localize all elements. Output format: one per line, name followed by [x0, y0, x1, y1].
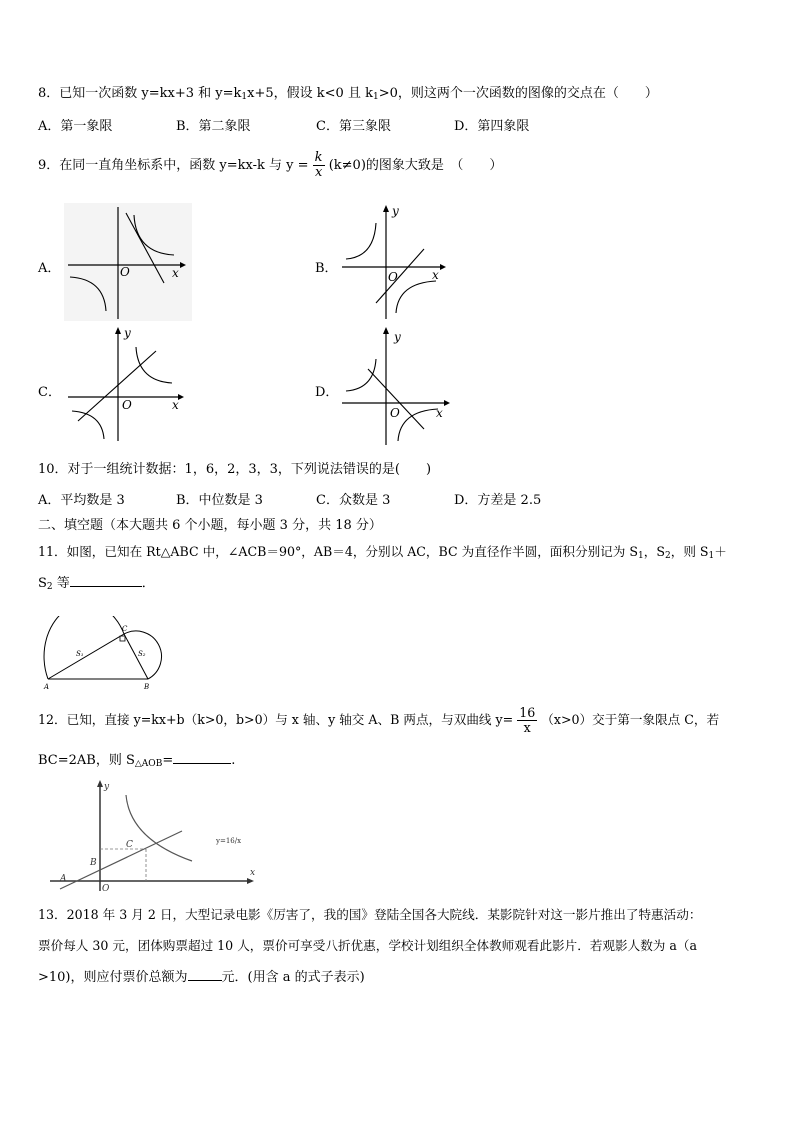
q9-graph-d-ylabel: y: [394, 330, 401, 344]
q12-answer-blank[interactable]: [173, 763, 231, 764]
q9-graph-b-ylabel: y: [392, 204, 399, 218]
q9-graph-c: [64, 325, 192, 443]
q10-option-b: B．中位数是 3: [176, 493, 263, 508]
q10-option-a: A．平均数是 3: [38, 493, 125, 508]
q9-graph-b-origin: O: [388, 270, 398, 284]
q12-label-b: B: [90, 858, 97, 868]
q13-line3: >10)，则应付票价总额为 元．(用含 a 的式子表示): [38, 970, 365, 985]
q9-graph-c-ylabel: y: [124, 326, 131, 340]
q9-option-a-label: A．: [38, 261, 61, 276]
q12-label-x: x: [250, 868, 256, 878]
q10-stem: 10．对于一组统计数据：1，6，2，3，3，下列说法错误的是( ): [38, 462, 432, 477]
q13-line2: 票价每人 30 元，团体购票超过 10 人，票价可享受八折优惠，学校计划组织全体教师观看此影片．若观影人数为 a（a: [38, 938, 697, 953]
q9-graph-c-xlabel: x: [172, 398, 179, 412]
q12-label-c: C: [126, 840, 133, 850]
q9-graph-a-xlabel: x: [172, 266, 179, 280]
q8-option-d: D．第四象限: [454, 119, 530, 134]
q11-label-s1: S₁: [76, 650, 84, 658]
q12-curve-label: y=16/x: [216, 837, 242, 845]
q12-label-y: y: [104, 782, 110, 792]
q9-graph-a: [64, 203, 192, 321]
q8-stem: 8．已知一次函数 y=kx+3 和 $y=k_1x+5$，假设 k<0 且 $k_1>0$，则这两个一次函数的图像的交点在（ ）: [38, 86, 658, 102]
q12-stem-line2: BC=2AB，则 $S_{\triangle AOB}=$ .: [38, 753, 236, 769]
q9-fraction: $\frac{k}{x}$: [314, 150, 323, 180]
q12-fraction: $\frac{16}{x}$: [519, 705, 536, 735]
q11-figure: [40, 616, 172, 692]
q9-graph-d: [340, 325, 452, 447]
q11-stem-line1: 11．如图，已知在 Rt△ABC 中，∠ACB＝90°，AB＝4，分别以 AC，BC 为直径作半圆，面积分别记为 $S_1$，$S_2$，则 $S_1+$: [38, 544, 727, 561]
q9-graph-c-origin: O: [122, 398, 132, 412]
q9-stem: 9．在同一直角坐标系中，函数 y=kx-k 与 y = $\frac{k}{x}$ (k≠0)的图象大致是 （ ）: [38, 150, 503, 180]
q8-option-a: A．第一象限: [38, 119, 113, 134]
q11-stem-line2: $S_2$ 等 ．: [38, 576, 155, 592]
q11-label-b: B: [144, 683, 150, 691]
q9-option-c-label: C．: [38, 385, 61, 400]
q12-stem-line1: 12．已知，直接 y=kx+b（k>0，b>0）与 x 轴、y 轴交 A、B 两点，与双曲线 y= $\frac{16}{x}$ （x>0）交于第一象限点 C，若: [38, 705, 720, 735]
q13-line1: 13．2018 年 3 月 2 日，大型记录电影《厉害了，我的国》登陆全国各大院线．某影院针对这一影片推出了特惠活动：: [38, 907, 702, 922]
q9-graph-a-origin: O: [120, 265, 130, 279]
section-2-title: 二、填空题（本大题共 6 个小题，每小题 3 分，共 18 分）: [38, 518, 382, 533]
q10-option-c: C．众数是 3: [316, 493, 391, 508]
q13-answer-blank[interactable]: [188, 980, 222, 981]
q10-option-d: D．方差是 2.5: [454, 493, 542, 508]
q9-graph-d-origin: O: [390, 406, 400, 420]
q9-option-b-label: B．: [315, 261, 338, 276]
q9-graph-b-xlabel: x: [432, 268, 439, 282]
q12-label-o: O: [102, 884, 110, 894]
q11-answer-blank[interactable]: [70, 586, 142, 587]
q9-graph-b: [340, 203, 448, 321]
q12-label-a: A: [60, 874, 67, 884]
q9-option-d-label: D．: [315, 385, 339, 400]
q9-graph-d-xlabel: x: [436, 406, 443, 420]
q12-figure: [48, 777, 274, 895]
q11-label-c: C: [122, 625, 128, 633]
q8-option-c: C．第三象限: [316, 119, 391, 134]
q11-label-s2: S₂: [138, 650, 146, 658]
q8-option-b: B．第二象限: [176, 119, 251, 134]
q11-label-a: A: [44, 683, 50, 691]
